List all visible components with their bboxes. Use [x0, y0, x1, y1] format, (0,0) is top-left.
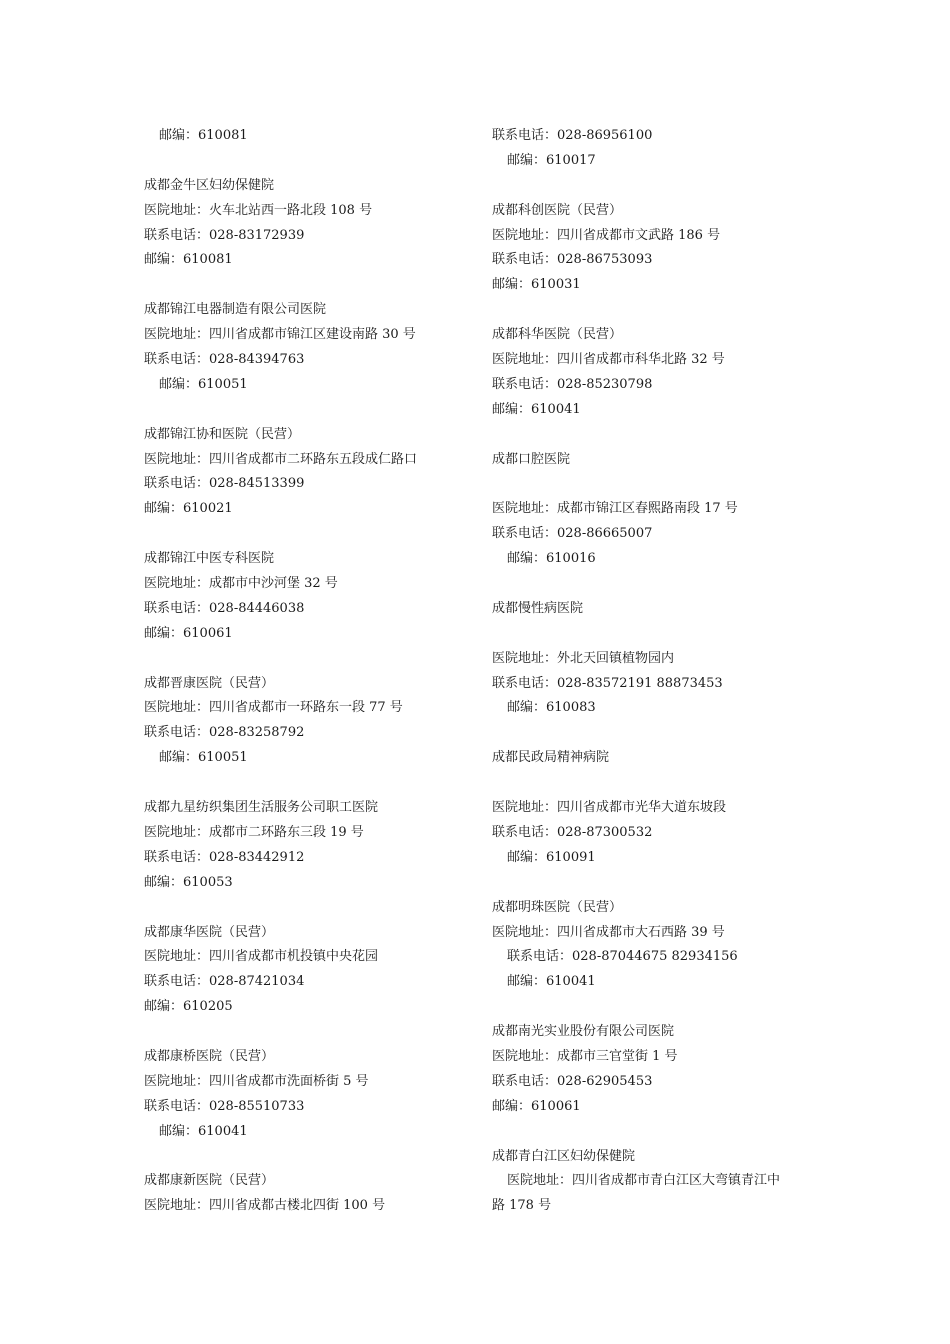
text-line: 邮编：610061 [492, 1098, 581, 1114]
text-line: 邮编：610041 [492, 401, 581, 417]
text-line: 医院地址：四川省成都市一环路东一段 77 号 [144, 700, 403, 716]
text-line: 医院地址：外北天回镇植物园内 [492, 650, 675, 666]
text-line: 邮编：610017 [507, 152, 596, 168]
text-line: 成都明珠医院（民营） [492, 899, 623, 915]
spacer [144, 522, 474, 547]
text-line: 医院地址：四川省成都市机投镇中央花园 [144, 949, 379, 965]
text-line: 邮编：610205 [144, 999, 233, 1015]
text-line: 邮编：610053 [144, 874, 233, 890]
text-line: 医院地址：成都市锦江区春熙路南段 17 号 [492, 501, 738, 517]
text-line: 成都康华医院（民营） [144, 924, 275, 940]
spacer [144, 1020, 474, 1045]
text-line: 医院地址：四川省成都市洗面桥街 5 号 [144, 1073, 369, 1089]
text-line: 成都金牛区妇幼保健院 [144, 177, 275, 193]
spacer [144, 896, 474, 921]
text-line: 医院地址：四川省成都古楼北四街 100 号 [144, 1198, 386, 1214]
spacer [492, 298, 822, 323]
text-line: 成都锦江中医专科医院 [144, 551, 275, 567]
right-column [492, 124, 822, 1219]
spacer [492, 472, 822, 497]
text-line: 联系电话：028-62905453 [492, 1073, 653, 1089]
text-line: 联系电话：028-87300532 [492, 824, 653, 840]
text-line: 成都康新医院（民营） [144, 1173, 275, 1189]
text-line: 成都南光实业股份有限公司医院 [492, 1024, 675, 1040]
text-line: 联系电话：028-85230798 [492, 376, 653, 392]
text-line: 成都九星纺织集团生活服务公司职工医院 [144, 800, 379, 816]
spacer [144, 273, 474, 298]
text-line: 联系电话：028-83572191 88873453 [492, 675, 723, 691]
spacer [144, 398, 474, 423]
text-line: 成都康桥医院（民营） [144, 1048, 275, 1064]
text-line: 邮编：610041 [507, 974, 596, 990]
spacer [492, 572, 822, 597]
spacer [492, 871, 822, 896]
text-line: 成都口腔医院 [492, 451, 571, 467]
text-line: 邮编：610081 [144, 252, 233, 268]
text-line: 联系电话：028-85510733 [144, 1098, 305, 1114]
text-line: 医院地址：成都市中沙河堡 32 号 [144, 576, 338, 592]
spacer [492, 423, 822, 448]
text-line: 联系电话：028-83258792 [144, 725, 305, 741]
spacer [144, 647, 474, 672]
text-line: 成都科创医院（民营） [492, 202, 623, 218]
spacer [492, 622, 822, 647]
text-line: 医院地址：成都市三官堂街 1 号 [492, 1048, 678, 1064]
text-line: 联系电话：028-84394763 [144, 352, 305, 368]
text-line: 医院地址：四川省成都市青白江区大弯镇青江中 [507, 1173, 781, 1189]
text-line: 医院地址：四川省成都市大石西路 39 号 [492, 924, 725, 940]
spacer [144, 771, 474, 796]
text-line: 成都科华医院（民营） [492, 327, 623, 343]
spacer [144, 149, 474, 174]
text-line: 联系电话：028-83442912 [144, 849, 305, 865]
text-line: 成都晋康医院（民营） [144, 675, 275, 691]
left-column [144, 124, 474, 1219]
text-line: 联系电话：028-87044675 82934156 [507, 949, 738, 965]
spacer [492, 995, 822, 1020]
text-line: 医院地址：四川省成都市科华北路 32 号 [492, 352, 725, 368]
text-line: 联系电话：028-87421034 [144, 974, 305, 990]
spacer [144, 1145, 474, 1170]
text-line: 医院地址：四川省成都市锦江区建设南路 30 号 [144, 327, 416, 343]
text-line: 联系电话：028-86753093 [492, 252, 653, 268]
text-line: 联系电话：028-83172939 [144, 227, 305, 243]
text-line: 成都锦江电器制造有限公司医院 [144, 302, 327, 318]
text-line: 邮编：610061 [144, 625, 233, 641]
text-line: 联系电话：028-86665007 [492, 526, 653, 542]
text-line: 邮编：610051 [159, 750, 248, 766]
text-line: 邮编：610016 [507, 551, 596, 567]
spacer [492, 771, 822, 796]
text-line: 医院地址：成都市二环路东三段 19 号 [144, 824, 364, 840]
text-line: 邮编：610051 [159, 376, 248, 392]
text-line: 路 178 号 [492, 1198, 552, 1214]
text-line: 成都民政局精神病院 [492, 750, 610, 766]
text-line: 邮编：610031 [492, 277, 581, 293]
text-line: 联系电话：028-86956100 [492, 128, 653, 143]
text-line: 邮编：610041 [159, 1123, 248, 1139]
text-line: 医院地址：火车北站西一路北段 108 号 [144, 202, 373, 218]
text-line: 邮编：610083 [507, 700, 596, 716]
text-line: 邮编：610021 [144, 501, 233, 517]
spacer [492, 721, 822, 746]
spacer [492, 174, 822, 199]
text-line: 邮编：610091 [507, 849, 596, 865]
text-line: 成都锦江协和医院（民营） [144, 426, 301, 442]
text-line: 联系电话：028-84513399 [144, 476, 305, 492]
text-line: 成都青白江区妇幼保健院 [492, 1148, 636, 1164]
text-line: 邮编：610081 [159, 128, 248, 143]
text-line: 医院地址：四川省成都市文武路 186 号 [492, 227, 721, 243]
text-line: 成都慢性病医院 [492, 600, 584, 616]
text-line: 医院地址：四川省成都市二环路东五段成仁路口 [144, 451, 418, 467]
text-line: 联系电话：028-84446038 [144, 600, 305, 616]
text-line: 医院地址：四川省成都市光华大道东坡段 [492, 800, 727, 816]
spacer [492, 1120, 822, 1145]
